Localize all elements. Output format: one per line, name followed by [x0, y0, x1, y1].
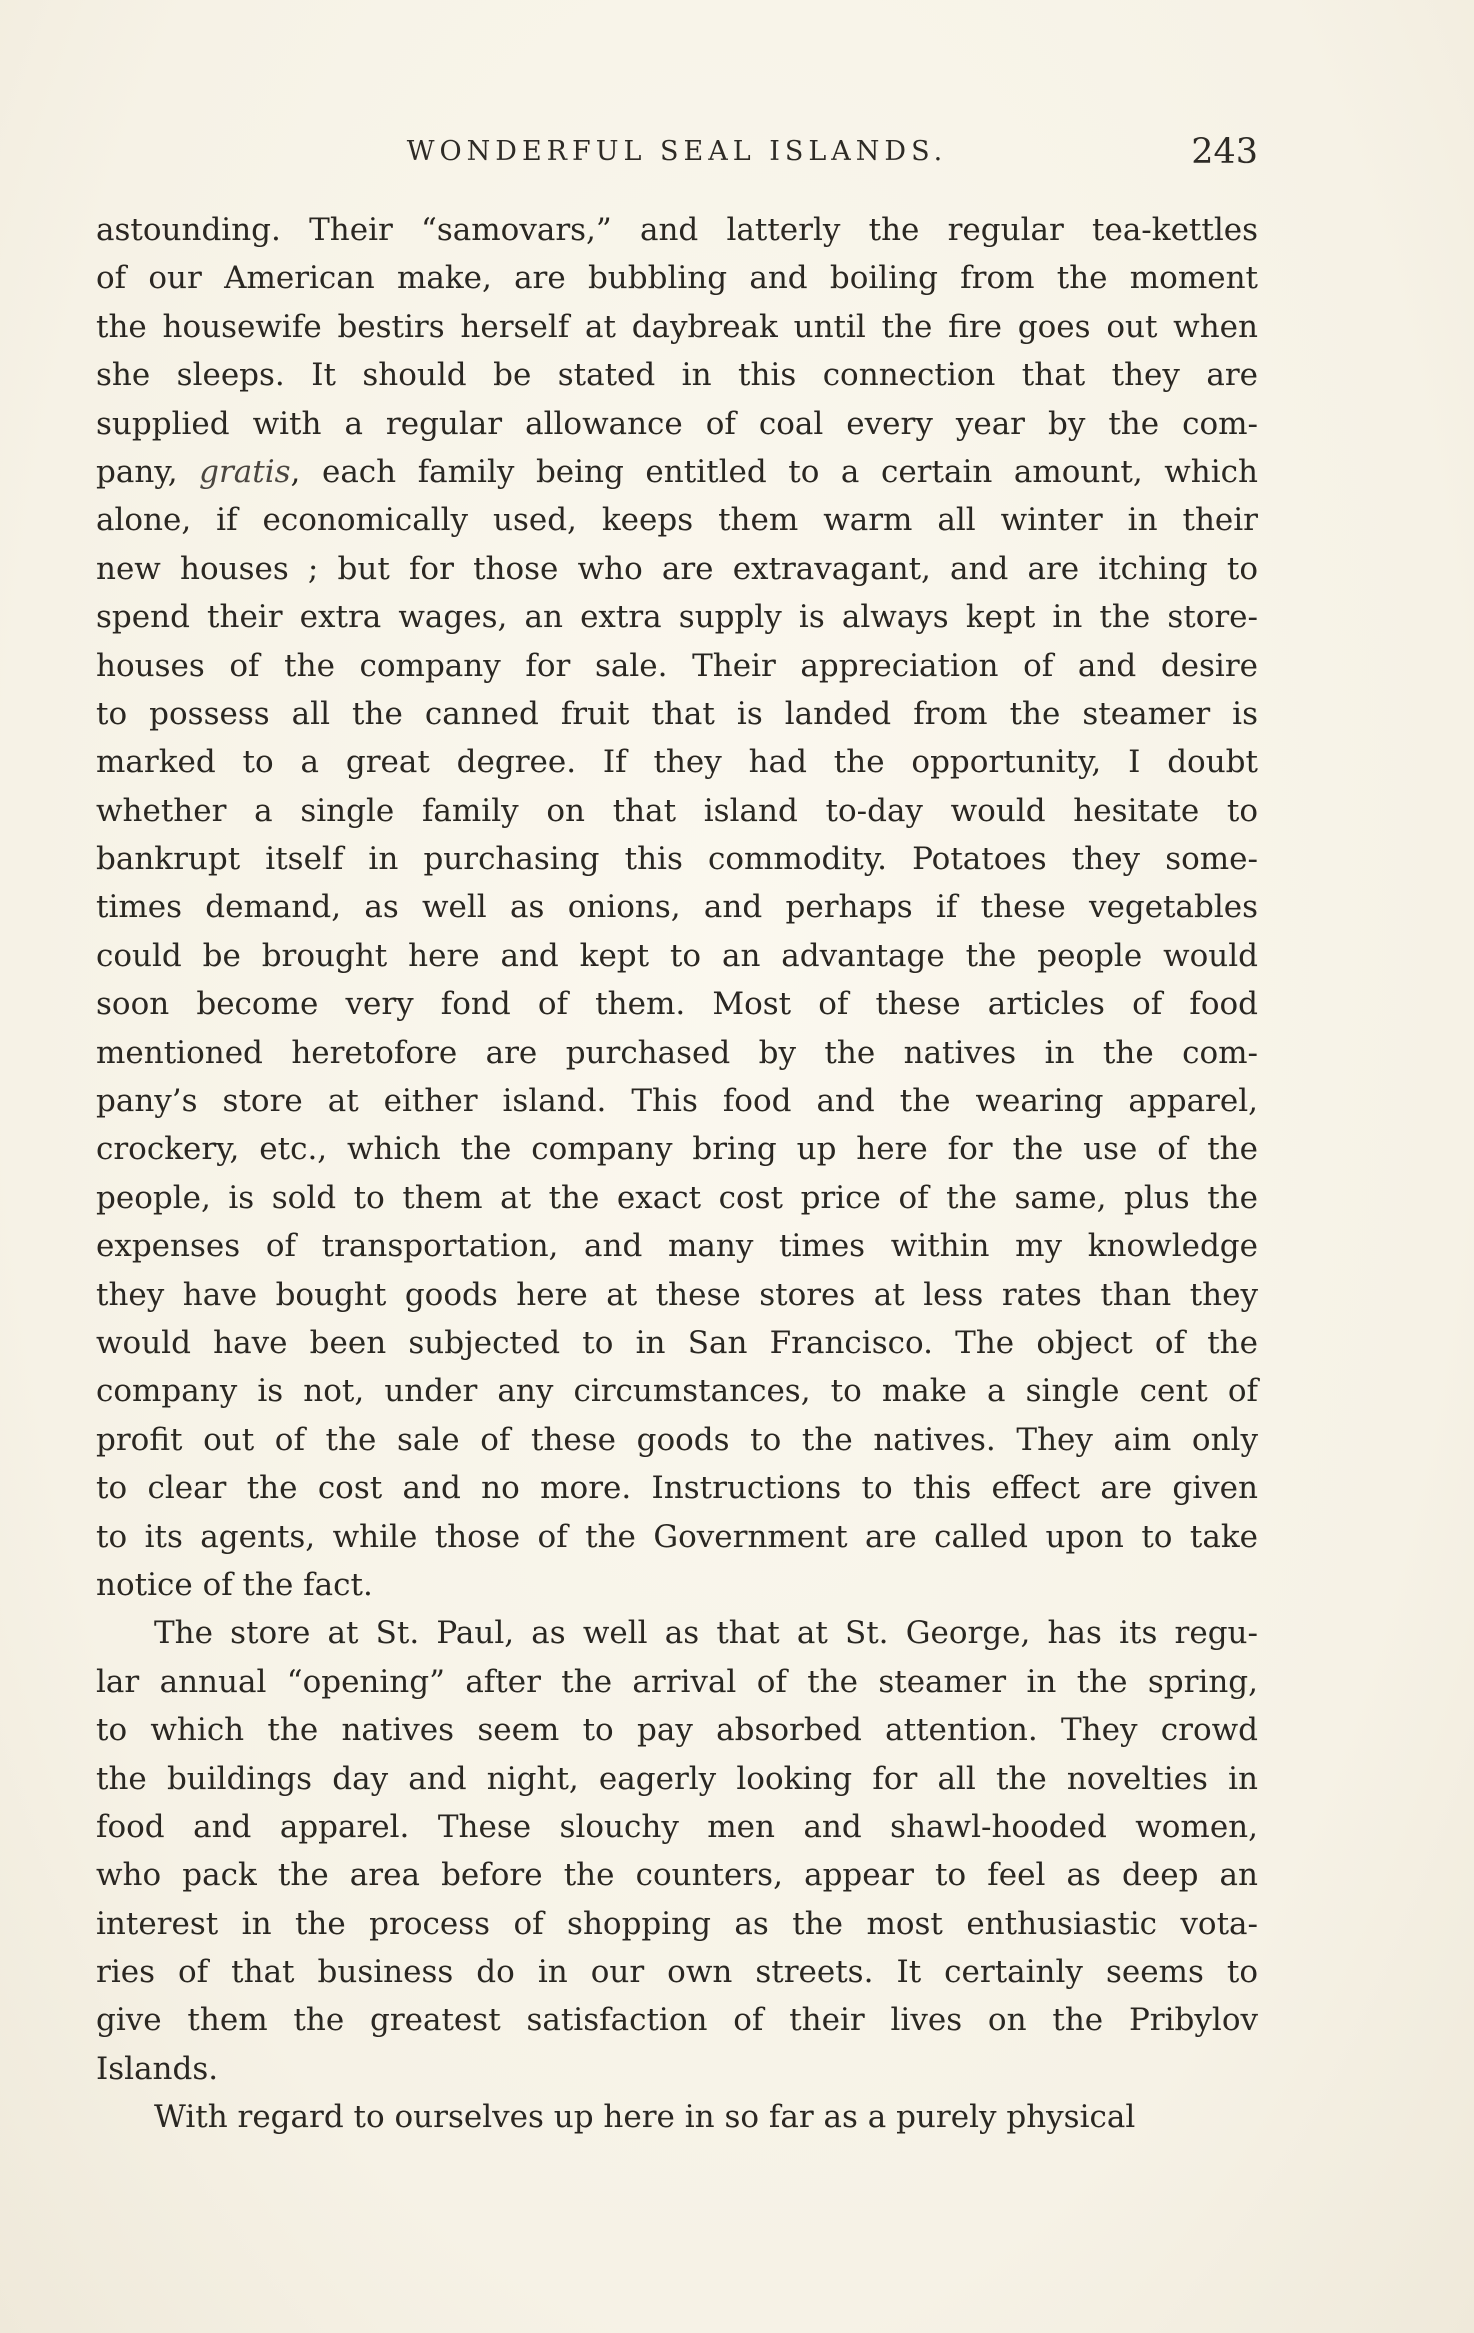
text-line: would have been subjected to in San Francisco. The object of the [96, 1324, 1258, 1361]
text-line: soon become very fond of them. Most of these articles of food [96, 986, 1258, 1023]
text-line: alone, if economically used, keeps them warm all winter in their [96, 502, 1258, 539]
text-line: mentioned heretofore are purchased by the natives in the com- [96, 1034, 1258, 1071]
text-line: times demand, as well as onions, and perhaps if these vegetables [96, 889, 1258, 926]
text-line: to its agents, while those of the Government are called upon to take [96, 1518, 1258, 1555]
text-line: she sleeps. It should be stated in this connection that they are [96, 357, 1258, 394]
text-line: The store at St. Paul, as well as that at St. George, has its regu- [154, 1615, 1258, 1652]
text-line: supplied with a regular allowance of coal every year by the com- [96, 405, 1258, 442]
text-line: new houses ; but for those who are extravagant, and are itching to [96, 550, 1258, 587]
text-line: interest in the process of shopping as the most enthusiastic vota- [96, 1905, 1258, 1942]
text-line: company is not, under any circumstances, to make a single cent of [96, 1373, 1258, 1410]
text-line: the buildings day and night, eagerly looking for all the novelties in [96, 1760, 1258, 1797]
text-line: pany, gratis, each family being entitled to a certain amount, which [96, 453, 1258, 490]
text-line: food and apparel. These slouchy men and shawl-hooded women, [96, 1808, 1258, 1845]
body-text [96, 206, 1258, 2142]
text-line: crockery, etc., which the company bring up here for the use of the [96, 1131, 1258, 1168]
text-line: expenses of transportation, and many times within my knowledge [96, 1228, 1258, 1265]
text-line: to possess all the canned fruit that is landed from the steamer is [96, 695, 1258, 732]
text-line: people, is sold to them at the exact cost price of the same, plus the [96, 1179, 1258, 1216]
text-line: whether a single family on that island to-day would hesitate to [96, 792, 1258, 829]
text-line: Islands. [96, 2050, 219, 2087]
text-line: the housewife bestirs herself at daybreak until the fire goes out when [96, 308, 1258, 345]
text-line: astounding. Their “samovars,” and latterly the regular tea-kettles [96, 212, 1258, 248]
text-line: marked to a great degree. If they had the opportunity, I doubt [96, 744, 1258, 781]
text-line: they have bought goods here at these stores at less rates than they [96, 1276, 1258, 1313]
page-number: 243 [1191, 132, 1258, 172]
text-line: profit out of the sale of these goods to the natives. They aim only [96, 1421, 1258, 1458]
page-header [96, 132, 1258, 182]
text-line: give them the greatest satisfaction of their lives on the Pribylov [96, 2002, 1258, 2039]
text-line: to which the natives seem to pay absorbed attention. They crowd [96, 1712, 1258, 1749]
text-line: notice of the fact. [96, 1566, 373, 1603]
text-line: ries of that business do in our own streets. It certainly seems to [96, 1954, 1258, 1991]
text-line: could be brought here and kept to an advantage the people would [96, 937, 1258, 974]
text-line: bankrupt itself in purchasing this commodity. Potatoes they some- [96, 841, 1258, 878]
text-line: lar annual “opening” after the arrival of the steamer in the spring, [96, 1663, 1258, 1700]
text-line: pany’s store at either island. This food and the wearing apparel, [96, 1083, 1258, 1120]
text-line: houses of the company for sale. Their appreciation of and desire [96, 647, 1258, 684]
text-line: to clear the cost and no more. Instructions to this effect are given [96, 1470, 1258, 1507]
text-line: who pack the area before the counters, appear to feel as deep an [96, 1857, 1258, 1894]
text-line: spend their extra wages, an extra supply is always kept in the store- [96, 599, 1258, 636]
running-title: WONDERFUL SEAL ISLANDS. [406, 136, 948, 167]
text-line: of our American make, are bubbling and boiling from the moment [96, 260, 1258, 297]
text-line: With regard to ourselves up here in so far as a purely physical [154, 2099, 1136, 2136]
italic-word: gratis [199, 453, 291, 490]
